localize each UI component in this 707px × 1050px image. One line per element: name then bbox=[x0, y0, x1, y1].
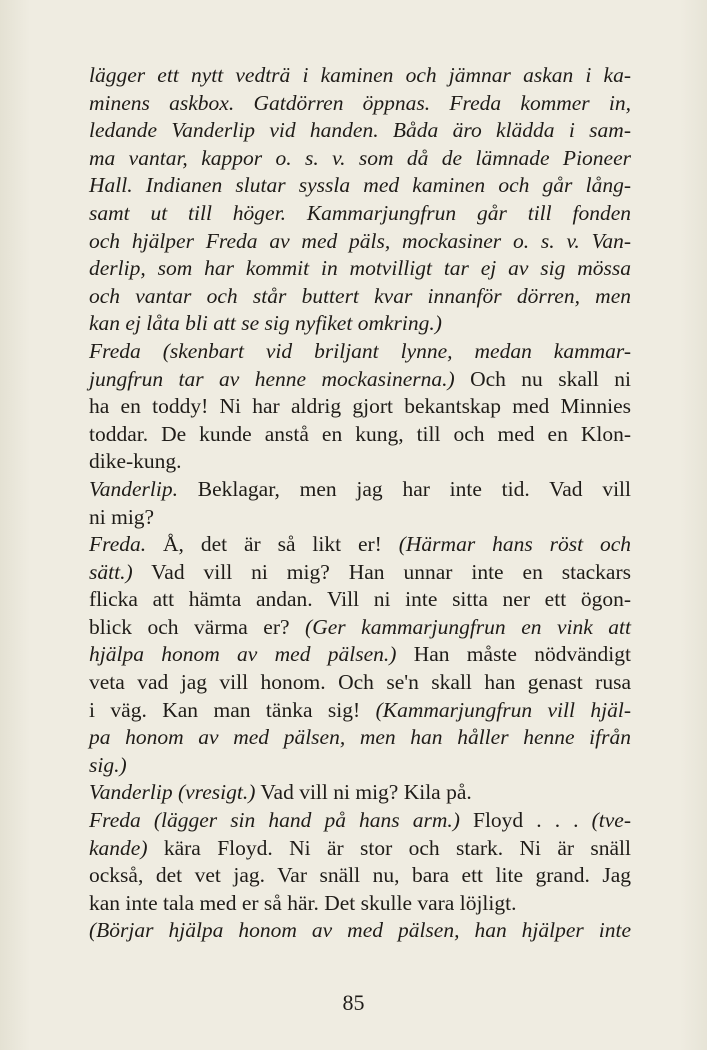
stage-direction-text: jungfrun tar av henne mockasinerna.) bbox=[89, 366, 455, 391]
text-line bbox=[89, 338, 631, 366]
stage-direction-text: och hjälper Freda av med päls, mockasiner o. s. v. Van- bbox=[89, 228, 631, 253]
dialogue-text: också, det vet jag. Var snäll nu, bara ett lite grand. Jag bbox=[89, 863, 631, 888]
stage-direction-text: (Härmar hans röst och bbox=[398, 532, 631, 557]
text-line bbox=[89, 145, 631, 173]
text-line bbox=[89, 835, 631, 863]
text-line bbox=[89, 172, 631, 200]
stage-direction-text: lägger ett nytt vedträ i kaminen och jämnar askan i ka- bbox=[89, 63, 631, 87]
dialogue-text: flicka att hämta andan. Vill ni inte sitta ner ett ögon- bbox=[89, 587, 631, 612]
text-line bbox=[89, 366, 631, 394]
text-line bbox=[89, 90, 631, 118]
dialogue-text: i väg. Kan man tänka sig! bbox=[89, 697, 376, 722]
text-line bbox=[89, 531, 631, 559]
dialogue-text: kan inte tala med er så här. Det skulle vara löjligt. bbox=[89, 890, 517, 915]
stage-direction-text: och vantar och står buttert kvar innanför dörren, men bbox=[89, 283, 631, 308]
stage-direction-text: Freda (lägger sin hand på hans arm.) bbox=[89, 808, 460, 833]
text-line bbox=[89, 724, 631, 752]
stage-direction-text: (Ger kammarjungfrun en vink att bbox=[305, 614, 632, 639]
text-line bbox=[89, 917, 631, 945]
dialogue-text: Beklagar, men jag har inte tid. Vad vill bbox=[177, 476, 631, 501]
text-line bbox=[89, 504, 631, 532]
dialogue-text: dike-kung. bbox=[89, 449, 182, 474]
stage-direction-text: kande) bbox=[89, 835, 148, 860]
stage-direction-text: Hall. Indianen slutar syssla med kaminen och går lång- bbox=[89, 173, 631, 198]
text-line bbox=[89, 255, 631, 283]
text-line bbox=[89, 641, 631, 669]
dialogue-text: ni mig? bbox=[89, 504, 155, 529]
text-line bbox=[89, 200, 631, 228]
page-number: 85 bbox=[342, 990, 365, 1015]
stage-direction-text: sig.) bbox=[89, 752, 127, 777]
text-line bbox=[89, 117, 631, 145]
text-line bbox=[89, 310, 631, 338]
stage-direction-text: sätt.) bbox=[89, 559, 133, 584]
stage-direction-text: hjälpa honom av med pälsen.) bbox=[89, 642, 397, 667]
stage-direction-text: (Kammarjungfrun vill hjäl- bbox=[375, 697, 631, 722]
text-line bbox=[89, 862, 631, 890]
text-line bbox=[89, 559, 631, 587]
stage-direction-text: Freda (skenbart vid briljant lynne, medan kammar- bbox=[89, 338, 631, 363]
text-line bbox=[89, 476, 631, 504]
dialogue-text: Han måste nödvändigt bbox=[396, 642, 631, 667]
stage-direction-text: derlip, som har kommit in motvilligt tar ej av sig mössa bbox=[89, 256, 631, 281]
stage-direction-text: ma vantar, kappor o. s. v. som då de lämnade Pioneer bbox=[89, 145, 631, 170]
dialogue-text: Och nu skall ni bbox=[454, 366, 631, 391]
text-line bbox=[89, 283, 631, 311]
text-line bbox=[89, 752, 631, 780]
text-line bbox=[89, 614, 631, 642]
dialogue-text: Å, det är så likt er! bbox=[146, 532, 399, 557]
dialogue-text: blick och värma er? bbox=[89, 614, 306, 639]
stage-direction-text: ledande Vanderlip vid handen. Båda äro klädda i sam- bbox=[89, 118, 631, 143]
text-line bbox=[89, 890, 631, 918]
stage-direction-text: pa honom av med pälsen, men han håller henne ifrån bbox=[89, 725, 631, 750]
stage-direction-text: Freda. bbox=[89, 532, 147, 557]
dialogue-text: Vad vill ni mig? Han unnar inte en stackars bbox=[132, 559, 631, 584]
stage-direction-text: kan ej låta bli att se sig nyfiket omkring.) bbox=[89, 311, 442, 336]
text-line bbox=[89, 421, 631, 449]
dialogue-text: kära Floyd. Ni är stor och stark. Ni är snäll bbox=[147, 835, 631, 860]
text-line bbox=[89, 62, 631, 90]
dialogue-text: Vad vill ni mig? Kila på. bbox=[255, 780, 472, 805]
dialogue-text: ha en toddy! Ni har aldrig gjort bekantskap med Minnies bbox=[89, 394, 631, 419]
stage-direction-text: Vanderlip. bbox=[89, 476, 178, 501]
play-text bbox=[89, 62, 631, 945]
text-line bbox=[89, 807, 631, 835]
stage-direction-text: samt ut till höger. Kammarjungfrun går till fonden bbox=[89, 200, 631, 225]
text-line bbox=[89, 393, 631, 421]
stage-direction-text: minens askbox. Gatdörren öppnas. Freda kommer in, bbox=[89, 90, 631, 115]
stage-direction-text: Vanderlip (vresigt.) bbox=[89, 780, 256, 805]
text-line bbox=[89, 228, 631, 256]
stage-direction-text: (tve- bbox=[591, 808, 631, 833]
text-line bbox=[89, 448, 631, 476]
stage-direction-text: (Börjar hjälpa honom av med pälsen, han hjälper inte bbox=[89, 918, 631, 943]
dialogue-text: toddar. De kunde anstå en kung, till och med en Klon- bbox=[89, 421, 631, 446]
text-line bbox=[89, 586, 631, 614]
text-line bbox=[89, 779, 631, 807]
dialogue-text: Floyd . . . bbox=[459, 808, 592, 833]
text-line bbox=[89, 669, 631, 697]
text-line bbox=[89, 697, 631, 725]
dialogue-text: veta vad jag vill honom. Och se'n skall han genast rusa bbox=[89, 670, 631, 695]
